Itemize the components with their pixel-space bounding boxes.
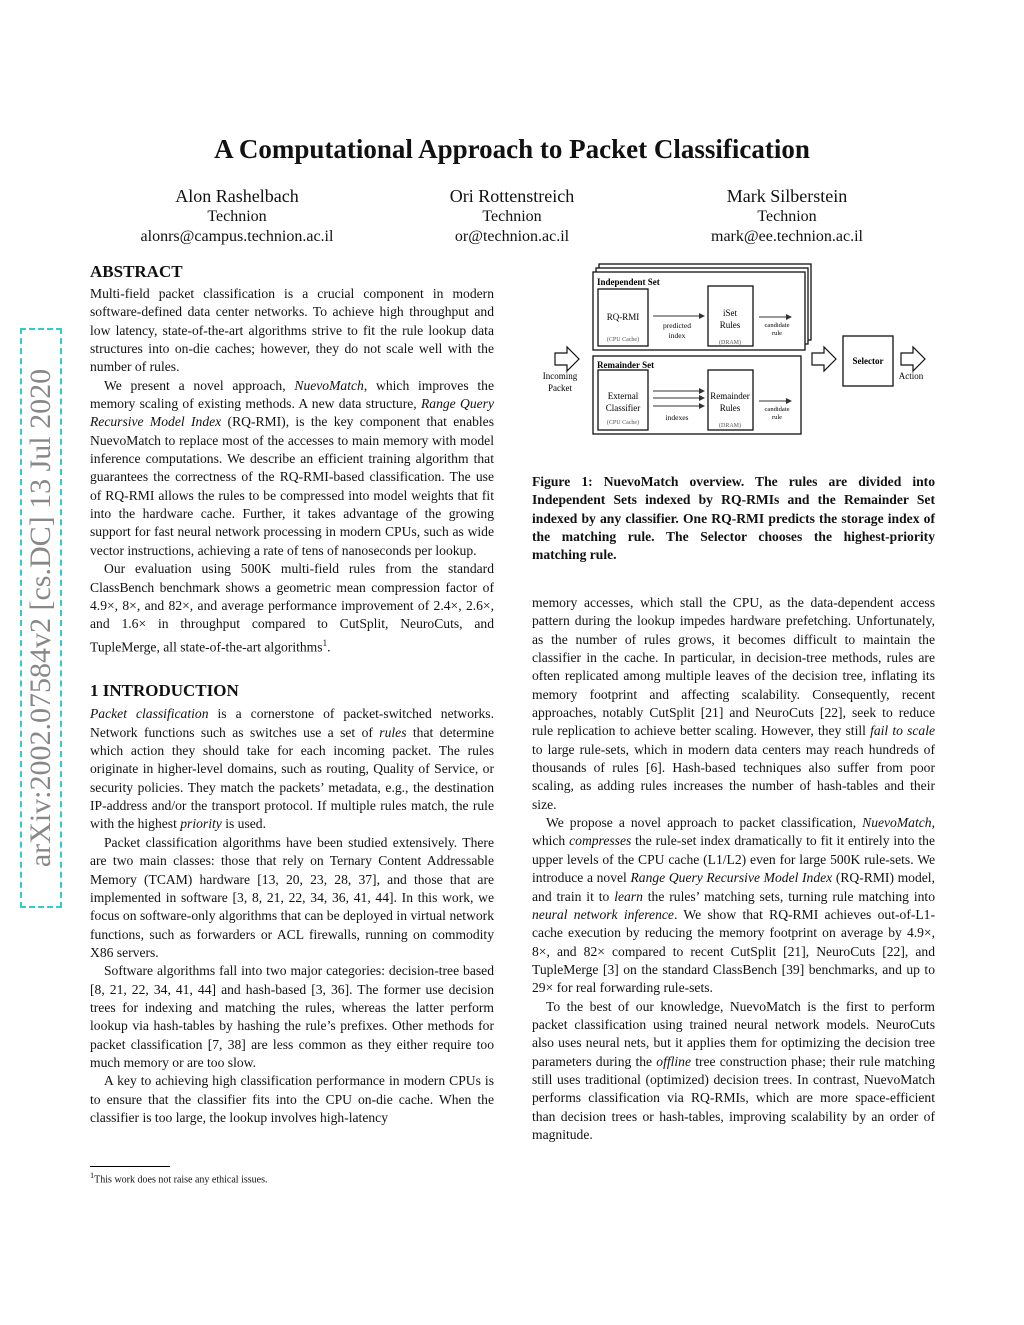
svg-text:External: External: [607, 391, 639, 401]
svg-text:candidate: candidate: [764, 322, 790, 329]
footnote: [90, 1171, 267, 1185]
text-run: . We show that RQ-RMI achieves out-of-L1-cache execution by reducing the memory footprint on average by 4.9×, 8×, and 82× compared to recent CutSplit [21], NeuroCuts [22], and TupleMerge [3] on the standard ClassBench [39] benchmarks, and up to 29× for real forwarding rule-sets.: [532, 906, 935, 996]
author-affiliation: Technion: [482, 208, 542, 225]
arxiv-id: arXiv:2002.07584v2 [cs.DC] 13 Jul 2020: [24, 368, 57, 868]
text-run: To the best of our knowledge, NuevoMatch is the first to perform packet classification using trained neural network models. NeuroCuts also uses neural nets, but it applies them for optimizing the decision tree parameters during the: [532, 998, 935, 1069]
paragraph: [532, 594, 935, 814]
paragraph: [90, 834, 494, 962]
svg-text:Incoming: Incoming: [542, 371, 578, 381]
author-name: Ori Rottenstreich: [449, 186, 575, 206]
svg-text:Rules: Rules: [719, 403, 741, 413]
author-email: mark@ee.technion.ac.il: [711, 228, 863, 245]
author-affiliation: Technion: [757, 208, 817, 225]
text-run: Software algorithms fall into two major categories: decision-tree based [8, 21, 22, 34, 41, 44] and hash-based [3, 36]. The former use decision trees for indexing and matching the rules, whereas the latter perform lookup via hash-tables by hashing the rule’s prefixes. Other methods for packet classification [7, 38] are less common as they either require too much memory or are too slow.: [90, 963, 494, 1070]
text-run: We propose a novel approach to packet classification,: [546, 815, 863, 831]
text-run: the rule-set index dramatically to fit it entirely into the upper levels of the CPU cache (L1/L2) even for large 500K rule-sets. We introduce a novel: [532, 833, 935, 886]
footnote-ref: 1: [322, 637, 328, 648]
nuevomatch-diagram: [535, 262, 935, 440]
emphasis: priority: [180, 816, 222, 832]
paragraph: [90, 377, 494, 560]
text-run: A key to achieving high classification performance in modern CPUs is to ensure that the classifier fits into the CPU on-die cache. When the classifier is too large, the lookup involves high-latency: [90, 1073, 494, 1125]
text-run: We present a novel approach,: [104, 377, 295, 393]
svg-text:candidate: candidate: [764, 406, 790, 413]
text-run: Multi-field packet classification is a crucial component in modern software-defined data center networks. To achieve high throughput and low latency, state-of-the-art algorithms strive to fit the rule lookup data structures into on-die caches; however, they do not scale well with the number of rules.: [90, 286, 494, 375]
emphasis: offline: [656, 1053, 692, 1069]
emphasis: NuevoMatch: [862, 815, 932, 831]
text-run: to large rule-sets, which in modern data centers may reach hundreds of thousands of rules [6]. Hash-based techniques also suffer from poor scaling, as adding rules increases the number of hash-tables and their size.: [532, 741, 935, 812]
text-run: the rules’ matching sets, turning rule matching into: [642, 888, 935, 904]
svg-text:predicted: predicted: [663, 321, 691, 330]
svg-text:indexes: indexes: [665, 413, 689, 422]
author-block: [657, 186, 917, 247]
emphasis: learn: [614, 888, 643, 904]
arxiv-stamp: [20, 328, 62, 908]
svg-text:Remainder: Remainder: [710, 391, 750, 401]
paragraph: [532, 998, 935, 1145]
author-email: or@technion.ac.il: [454, 228, 570, 245]
paragraph: [90, 285, 494, 377]
svg-text:Packet: Packet: [548, 383, 572, 393]
svg-text:index: index: [668, 331, 686, 340]
text-run: is used.: [221, 816, 266, 832]
paragraph: [90, 705, 494, 833]
text-run: memory accesses, which stall the CPU, as the data-dependent access pattern during the lookup impedes hardware prefetching. Unfortunately, as the number of rules grows, it becomes difficult to maintain the classifier in the cache. In particular, in decision-tree methods, rules are often replicated among multiple leaves of the decision tree, inflating its memory footprint and affecting scalability. Consequently, recent approaches, notably CutSplit [21] and NeuroCuts [22], seek to reduce rule replication to achieve better scaling. However, they still: [532, 595, 935, 739]
text-run: Our evaluation using 500K multi-field rules from the standard ClassBench benchmark shows a geometric mean compression factor of 4.9×, 8×, and 82×, and average performance improvement of 2.4×, 2.6×, and 1.6× in throughput compared to CutSplit, NeuroCuts, and TupleMerge, all state-of-the-art algorithms: [90, 561, 494, 655]
text-run: that determine which action they should take for each incoming packet. The rules originate in higher-level domains, such as routing, Quality of Service, or security policies. They match the packets’ metadata, e.g., the destination IP-address and/or the transport protocol. If multiple rules match, the rule with the highest: [90, 724, 494, 832]
text-run: , which: [532, 815, 935, 849]
left-column: [90, 261, 494, 1127]
right-column: [532, 594, 935, 1144]
svg-text:iSet: iSet: [722, 308, 738, 318]
footnote-text: This work does not raise any ethical issues.: [94, 1174, 268, 1186]
figure-caption: Figure 1: NuevoMatch overview. The rules are divided into Independent Sets indexed by RQ-RMIs and the Remainder Set indexed by any classifier. One RQ-RMI predicts the storage index of the matching rule. The Selector chooses the highest-priority matching rule.: [532, 474, 935, 563]
svg-text:Remainder Set: Remainder Set: [597, 360, 655, 370]
svg-text:rule: rule: [771, 330, 783, 337]
footnote-mark: 1: [90, 1171, 95, 1180]
author-block: [107, 186, 367, 247]
paper-title: A Computational Approach to Packet Classification: [214, 134, 810, 164]
emphasis: Range Query Recursive Model Index: [630, 870, 833, 886]
text-run: .: [327, 639, 331, 655]
text-run: Packet classification algorithms have been studied extensively. There are two main classes: those that rely on Ternary Content Addressable Memory (TCAM) hardware [13, 20, 23, 28, 37], and those that are implemented in software [3, 8, 21, 22, 34, 36, 41, 44]. In this work, we focus on software-only algorithms that can be deployed in virtual network functions, such as forwarders or ACL firewalls, running on commodity X86 servers.: [90, 834, 494, 960]
author-name: Alon Rashelbach: [175, 186, 299, 206]
svg-text:RQ-RMI: RQ-RMI: [606, 312, 640, 322]
paragraph: [90, 962, 494, 1072]
author-name: Mark Silberstein: [726, 186, 848, 206]
figure-1: [535, 262, 935, 445]
paragraph: [90, 1072, 494, 1127]
svg-text:(DRAM): (DRAM): [719, 340, 741, 346]
text-run: tree construction phase; their rule matching still uses traditional (optimized) decision trees. In contrast, NuevoMatch performs classification via RQ-RMIs, which are more space-efficient than decision trees or hash-tables, improving scalability by an order of magnitude.: [532, 1053, 936, 1142]
svg-text:rule: rule: [771, 414, 783, 421]
abstract-heading: ABSTRACT: [90, 262, 183, 281]
svg-text:Action: Action: [898, 371, 924, 381]
paragraph: [90, 560, 494, 656]
svg-text:(CPU Cache): (CPU Cache): [606, 337, 640, 343]
footnote-rule: [90, 1166, 170, 1167]
emphasis: Packet classification: [90, 706, 209, 722]
svg-text:(DRAM): (DRAM): [719, 423, 741, 429]
emphasis: rules: [379, 724, 407, 740]
svg-text:Independent Set: Independent Set: [597, 277, 660, 287]
emphasis: NuevoMatch: [294, 377, 364, 393]
paragraph: [532, 814, 935, 997]
svg-text:Rules: Rules: [719, 320, 741, 330]
text-run: is a cornerstone of packet-switched networks. Network functions such as switches use a set of: [90, 706, 494, 740]
abstract-body: [90, 285, 494, 656]
author-email: alonrs@campus.technion.ac.il: [140, 228, 334, 245]
text-run: (RQ-RMI) model, and train it to: [532, 870, 935, 904]
svg-text:Classifier: Classifier: [605, 403, 641, 413]
emphasis: fail to scale: [870, 723, 936, 739]
author-block: [382, 186, 642, 247]
emphasis: neural network inference: [532, 906, 674, 922]
text-run: (RQ-RMI), is the key component that enables NuevoMatch to replace most of the accesses to main memory with model inference computations. We describe an efficient training algorithm that guarantees the correctness of the RQ-RMI-based classification. The use of RQ-RMI allows the rules to be compressed into model weights that fit into the hardware cache. Further, it takes advantage of the growing support for fast neural network processing in modern CPUs, such as wide vector instructions, achieving a rate of tens of nanoseconds per lookup.: [90, 414, 494, 558]
author-affiliation: Technion: [207, 208, 267, 225]
intro-left-body: [90, 705, 494, 1127]
svg-text:(CPU Cache): (CPU Cache): [606, 420, 640, 426]
svg-text:Selector: Selector: [852, 356, 884, 366]
intro-heading: 1 INTRODUCTION: [90, 681, 239, 701]
emphasis: Range Query Recursive Model Index: [90, 396, 494, 430]
emphasis: compresses: [569, 833, 632, 849]
text-run: , which improves the memory scaling of existing methods. A new data structure,: [90, 377, 494, 412]
intro-right-body: [532, 594, 935, 1144]
